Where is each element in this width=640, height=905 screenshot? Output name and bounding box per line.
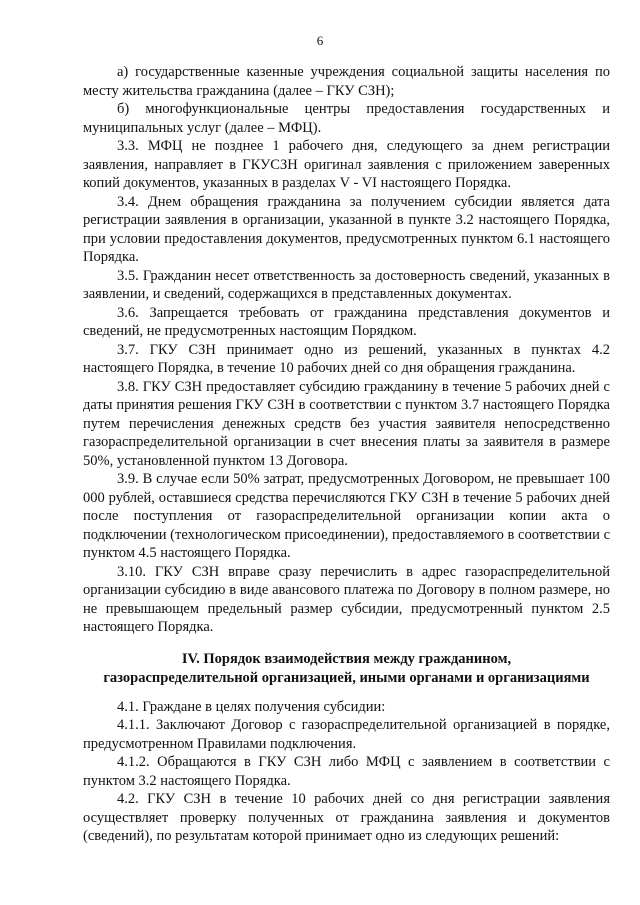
page-number: 6: [316, 33, 324, 48]
paragraph-4-2: 4.2. ГКУ СЗН в течение 10 рабочих дней со дня регистрации заявления осуществляет проверку полученных от гражданина заявления и документов (сведений), по результатам которой принимает одно из следующих решений:: [83, 791, 610, 844]
paragraph-3-4: 3.4. Днем обращения гражданина за получением субсидии является дата регистрации заявления в организации, указанной в пункте 3.2 настоящего Порядка, при условии предоставления документов, предусмотренных пунктом 6.1 настоящего Порядка.: [83, 193, 610, 265]
paragraph-a: а) государственные казенные учреждения социальной защиты населения по месту жительства гражданина (далее – ГКУ СЗН);: [83, 64, 610, 99]
paragraph-3-7: 3.7. ГКУ СЗН принимает одно из решений, указанных в пунктах 4.2 настоящего Порядка, в течение 10 рабочих дней со дня обращения гражданина.: [83, 341, 610, 376]
paragraph-3-6: 3.6. Запрещается требовать от гражданина представления документов и сведений, не предусмотренных настоящим Порядком.: [83, 304, 610, 339]
paragraph-3-9: 3.9. В случае если 50% затрат, предусмотренных Договором, не превышает 100 000 рублей, оставшиеся средства перечисляются ГКУ СЗН в течение 5 рабочих дней после поступления от газораспределительной организации копии акта о подключении (технологическом присоединении), предоставляемого в соответствии с пунктом 4.5 настоящего Порядка.: [83, 471, 610, 561]
section-heading: [83, 650, 610, 688]
paragraph-4-1-2: 4.1.2. Обращаются в ГКУ СЗН либо МФЦ с заявлением в соответствии с пунктом 3.2 настоящего Порядка.: [83, 754, 610, 789]
paragraph-4-1-1: 4.1.1. Заключают Договор с газораспределительной организацией в порядке, предусмотренном Правилами подключения.: [83, 717, 610, 752]
section-heading-line-2: газораспределительной организацией, иными органами и организациями: [103, 669, 590, 686]
paragraph-b: б) многофункциональные центры предоставления государственных и муниципальных услуг (далее – МФЦ).: [83, 101, 610, 136]
paragraph-3-5: 3.5. Гражданин несет ответственность за достоверность сведений, указанных в заявлении, и сведений, содержащихся в представленных документах.: [83, 267, 610, 302]
paragraph-3-8: 3.8. ГКУ СЗН предоставляет субсидию гражданину в течение 5 рабочих дней с даты принятия решения ГКУ СЗН в соответствии с пунктом 3.7 настоящего Порядка путем перечисления денежных средств без участия заявителя непосредственно газораспределительной организации в счет внесения платы за заявителя в размере 50%, установленной пунктом 13 Договора.: [83, 378, 610, 469]
paragraph-3-3: 3.3. МФЦ не позднее 1 рабочего дня, следующего за днем регистрации заявления, направляет в ГКУСЗН оригинал заявления с приложением заверенных копий документов, указанных в разделах V - VI настоящего Порядка.: [83, 138, 610, 191]
paragraph-3-10: 3.10. ГКУ СЗН вправе сразу перечислить в адрес газораспределительной организации субсидию в виде авансового платежа по Договору в полном размере, но не превышающем предельный размер субсидии, предусмотренный пунктом 2.5 настоящего Порядка.: [83, 563, 610, 635]
section-heading-line-1: IV. Порядок взаимодействия между гражданином,: [181, 650, 512, 667]
document-body: [83, 63, 610, 846]
paragraph-4-1: 4.1. Граждане в целях получения субсидии:: [117, 698, 386, 715]
